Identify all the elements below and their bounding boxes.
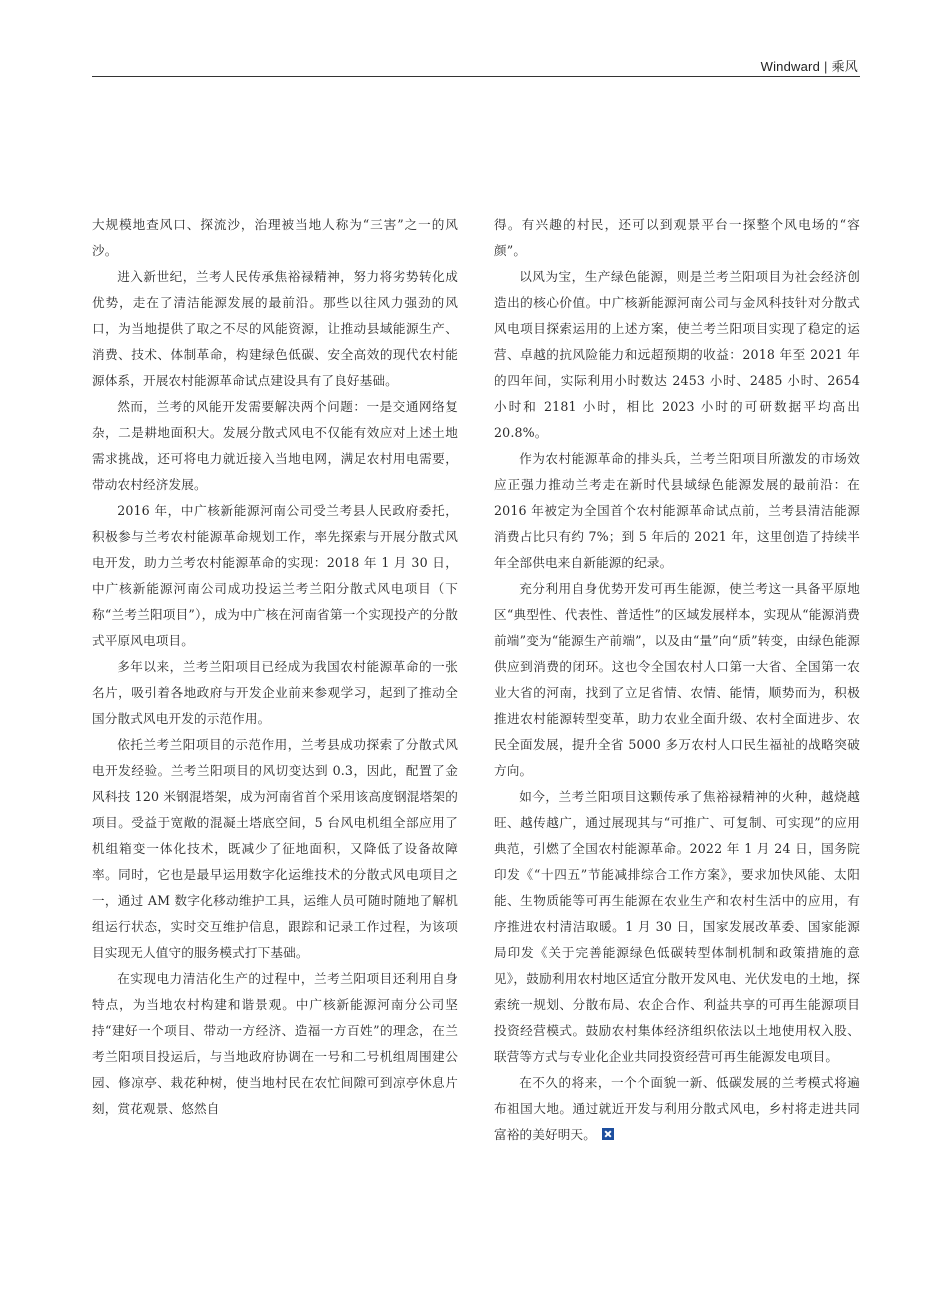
right-column [494,212,860,1148]
paragraph: 大规模地查风口、探流沙，治理被当地人称为“三害”之一的风沙。 [92,217,458,258]
paragraph: 充分利用自身优势开发可再生能源，使兰考这一具备平原地区“典型性、代表性、普适性”的区域发展样本，实现从“能源消费前端”变为“能源生产前端”，以及由“量”向“质”转变，由绿色能源供应到消费的闭环。这也令全国农村人口第一大省、全国第一农业大省的河南，找到了立足省情、农情、能情，顺势而为，积极推进农村能源转型变革，助力农业全面升级、农村全面进步、农民全面发展，提升全省 5000 多万农村人口民生福祉的战略突破方向。 [494,581,860,778]
end-of-article-icon [602,1128,614,1140]
paragraph: 依托兰考兰阳项目的示范作用，兰考县成功探索了分散式风电开发经验。兰考兰阳项目的风切变达到 0.3，因此，配置了金风科技 120 米钢混塔架，成为河南省首个采用该高度钢混塔架的项目。受益于宽敞的混凝土塔底空间，5 台风电机组全部应用了机组箱变一体化技术，既减少了征地面积，又降低了设备故障率。同时，它也是最早运用数字化运维技术的分散式风电项目之一，通过 AM 数字化移动维护工具，运维人员可随时随地了解机组运行状态，实时交互维护信息，跟踪和记录工作过程，为该项目实现无人值守的服务模式打下基础。 [92,737,458,960]
paragraph: 在实现电力清洁化生产的过程中，兰考兰阳项目还利用自身特点，为当地农村构建和谐景观。中广核新能源河南分公司坚持“建好一个项目、带动一方经济、造福一方百姓”的理念，在兰考兰阳项目投运后，与当地政府协调在一号和二号机组周围建公园、修凉亭、栽花种树，使当地村民在农忙间隙可到凉亭休息片刻，赏花观景、悠然自 [92,971,458,1116]
paragraph: 多年以来，兰考兰阳项目已经成为我国农村能源革命的一张名片，吸引着各地政府与开发企业前来参观学习，起到了推动全国分散式风电开发的示范作用。 [92,659,458,726]
paragraph: 作为农村能源革命的排头兵，兰考兰阳项目所激发的市场效应正强力推动兰考走在新时代县域绿色能源发展的最前沿：在 2016 年被定为全国首个农村能源革命试点前，兰考县清洁能源消费占比只有约 7%；到 5 年后的 2021 年，这里创造了持续半年全部供电来自新能源的纪录。 [494,451,860,570]
section-name-cn: 乘风 [831,59,858,74]
left-column [92,212,458,1122]
paragraph: 2016 年，中广核新能源河南公司受兰考县人民政府委托，积极参与兰考农村能源革命规划工作，率先探索与开展分散式风电开发，助力兰考农村能源革命的实现：2018 年 1 月 30 日，中广核新能源河南公司成功投运兰考兰阳分散式风电项目（下称“兰考兰阳项目”），成为中广核在河南省第一个实现投产的分散式平原风电项目。 [92,503,458,648]
running-header [761,56,858,75]
paragraph: 进入新世纪，兰考人民传承焦裕禄精神，努力将劣势转化成优势，走在了清洁能源发展的最前沿。那些以往风力强劲的风口，为当地提供了取之不尽的风能资源，让推动县域能源生产、消费、技术、体制革命，构建绿色低碳、安全高效的现代农村能源体系，开展农村能源革命试点建设具有了良好基础。 [92,269,458,388]
header-rule [92,76,860,77]
header-separator: | [824,59,828,74]
paragraph-final-text: 在不久的将来，一个个面貌一新、低碳发展的兰考模式将遍布祖国大地。通过就近开发与利用分散式风电，乡村将走进共同富裕的美好明天。 [494,1075,860,1142]
paragraph: 得。有兴趣的村民，还可以到观景平台一探整个风电场的“容颜”。 [494,217,860,258]
section-name-en: Windward [760,59,821,74]
paragraph: 以风为宝，生产绿色能源，则是兰考兰阳项目为社会经济创造出的核心价值。中广核新能源河南公司与金风科技针对分散式风电项目探索运用的上述方案，使兰考兰阳项目实现了稳定的运营、卓越的抗风险能力和远超预期的收益：2018 年至 2021 年的四年间，实际利用小时数达 2453 小时、2485 小时、2654 小时和 2181 小时，相比 2023 小时的可研数据平均高出 20.8%。 [494,269,860,440]
paragraph-final [494,1070,860,1148]
paragraph: 然而，兰考的风能开发需要解决两个问题：一是交通网络复杂，二是耕地面积大。发展分散式风电不仅能有效应对上述土地需求挑战，还可将电力就近接入当地电网，满足农村用电需要，带动农村经济发展。 [92,399,458,492]
paragraph: 如今，兰考兰阳项目这颗传承了焦裕禄精神的火种，越烧越旺、越传越广，通过展现其与“可推广、可复制、可实现”的应用典范，引燃了全国农村能源革命。2022 年 1 月 24 日，国务院印发《“十四五”节能减排综合工作方案》，要求加快风能、太阳能、生物质能等可再生能源在农业生产和农村生活中的应用，有序推进农村清洁取暖。1 月 30 日，国家发展改革委、国家能源局印发《关于完善能源绿色低碳转型体制机制和政策措施的意见》，鼓励利用农村地区适宜分散开发风电、光伏发电的土地，探索统一规划、分散布局、农企合作、利益共享的可再生能源项目投资经营模式。鼓励农村集体经济组织依法以土地使用权入股、联营等方式与专业化企业共同投资经营可再生能源发电项目。 [494,789,860,1064]
